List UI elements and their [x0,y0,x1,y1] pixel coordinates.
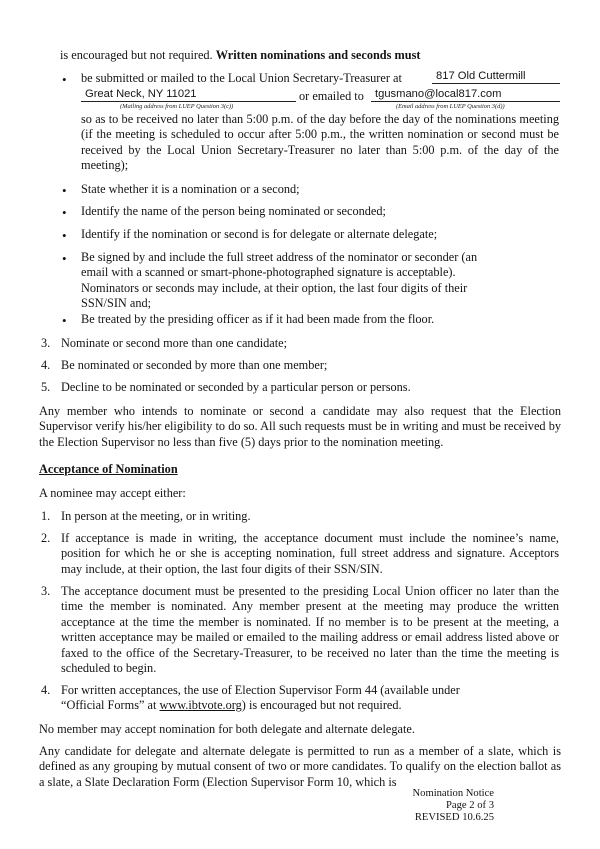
page-footer [413,788,495,824]
numbered-item-3: Nominate or second more than one candidate; [61,336,288,350]
bullet-icon: • [62,251,67,266]
bullet-4-text: Identify if the nomination or second is for delegate or alternate delegate; [81,227,438,241]
address-field-line1: 817 Old Cuttermill [432,69,560,84]
footer-revision: REVISED 10.6.25 [414,812,494,823]
list-number: 2. [41,531,51,545]
email-field: tgusmano@local817.com [371,87,560,102]
acceptance-item-4-tail: ) is encouraged but not required. [241,698,402,713]
acceptance-item-3: The acceptance document must be presented to the presiding Local Union officer no later than the time the member is nominated. Any member present at the meeting may produce the written acceptance at the time the member is nominated. If no member is to be present at the meeting, a written acceptance may be mailed or emailed to the mailing address or email address listed above or faxed to the office of the Secretary-Treasurer, to be received no later than the time the meeting is scheduled to begin. [61,584,559,676]
list-number: 3. [41,584,51,598]
acceptance-lead: A nominee may accept either: [39,486,186,500]
intro-line [60,48,540,63]
bullet-icon: • [62,313,67,328]
acceptance-item-1: In person at the meeting, or in writing. [61,509,251,523]
or-emailed-text: or emailed to [299,89,364,103]
list-number: 5. [41,380,51,394]
numbered-item-5: Decline to be nominated or seconded by a particular person or persons. [61,380,411,394]
bullet-icon: • [62,72,67,87]
acceptance-heading: Acceptance of Nomination [39,462,178,476]
ibtvote-link[interactable]: www.ibtvote.org [159,698,242,713]
bullet-1-text: be submitted or mailed to the Local Union Secretary-Treasurer at [81,71,402,85]
bullet-icon: • [62,183,67,198]
slate-paragraph: Any candidate for delegate and alternate delegate is permitted to run as a member of a slate, which is defined as any grouping by mutual consent of two or more candidates. To qualify on the election ballot as a slate, a Slate Declaration Form (Election Supervisor Form 10, which is [39,744,561,789]
bullet-1-continuation: so as to be received no later than 5:00 p.m. of the day before the day of the nominations meeting (if the meeting is scheduled to occur after 5:00 p.m., the written nomination or second must be received by the Local Union Secretary-Treasurer no later than 5:00 p.m. of the day of the meeting); [81,112,559,173]
list-number: 3. [41,336,51,350]
bullet-2-text: State whether it is a nomination or a second; [81,182,300,196]
numbered-item-4: Be nominated or seconded by more than one member; [61,358,328,372]
address-caption: (Mailing address from LUEP Question 3(c)) [120,103,234,110]
footer-doc-title: Nomination Notice [412,788,494,799]
bullet-3-text: Identify the name of the person being nominated or seconded; [81,204,386,218]
bullet-5-text: Be signed by and include the full street address of the nominator or seconder (an email with a scanned or smart-phone-photographed signature is acceptable). Nominators or seconds may include, at their option, the last four digits of their SSN/SIN and; [81,250,478,311]
list-number: 1. [41,509,51,523]
bullet-icon: • [62,228,67,243]
address-field-line2: Great Neck, NY 11021 [81,87,296,102]
footer-page-number: Page 2 of 3 [446,800,494,811]
acceptance-item-4-text: For written acceptances, the use of Election Supervisor Form 44 (available under “Official Forms” at [61,683,460,713]
acceptance-item-2: If acceptance is made in writing, the acceptance document must include the nominee’s name, position for which he or she is accepting nomination, full street address and signature. Acceptors may include, at their option, the last four digits of their SSN/SIN. [61,531,559,576]
list-number: 4. [41,358,51,372]
bullet-6-text: Be treated by the presiding officer as if it had been made from the floor. [81,312,435,326]
no-dual-acceptance-paragraph: No member may accept nomination for both delegate and alternate delegate. [39,722,415,736]
email-caption: (Email address from LUEP Question 3(d)) [396,103,505,110]
acceptance-item-4 [61,683,481,714]
bullet-icon: • [62,205,67,220]
intro-text: is encouraged but not required. [60,48,213,62]
intro-bold-text: Written nominations and seconds must [215,48,421,62]
list-number: 4. [41,683,51,697]
eligibility-request-paragraph: Any member who intends to nominate or second a candidate may also request that the Election Supervisor verify his/her eligibility to do so. All such requests must be in writing and must be received by the Election Supervisor no less than five (5) days prior to the nomination meeting. [39,404,561,449]
